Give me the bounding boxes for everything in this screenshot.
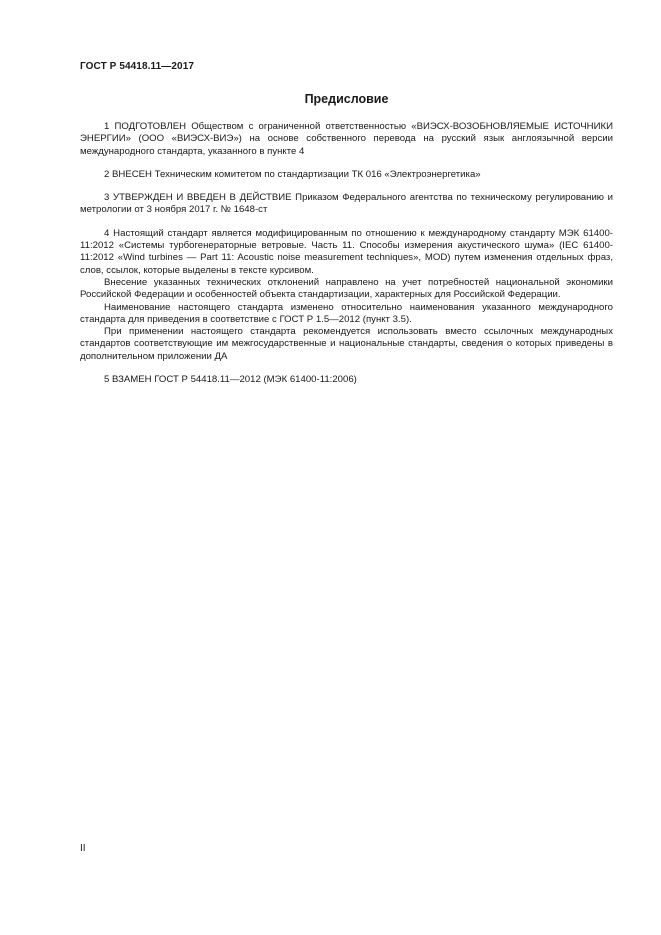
foreword-item-5 <box>80 374 613 386</box>
paragraph: 2 ВНЕСЕН Техническим комитетом по стандартизации ТК 016 «Электроэнергетика» <box>104 168 481 180</box>
foreword-item-1 <box>80 121 613 158</box>
page-number: II <box>80 843 86 854</box>
foreword-item-2 <box>80 169 613 181</box>
paragraph: 1 ПОДГОТОВЛЕН Обществом с ограниченной ответственностью «ВИЭСХ-ВОЗОБНОВЛЯЕМЫЕ ИСТОЧНИКИ ЭНЕРГИИ» (ООО «ВИЭСХ-ВИЭ») на основе собственного перевода на русский язык англоязычной версии международного стандарта, указанного в пункте 4 <box>80 121 613 157</box>
paragraph: При применении настоящего стандарта рекомендуется использовать вместо ссылочных международных стандартов соответствующие им межгосударственные и национальные стандарты, сведения о которых приведены в дополнительном приложении ДА <box>80 326 613 362</box>
foreword-body <box>80 121 613 397</box>
document-code: ГОСТ Р 54418.11—2017 <box>80 61 195 72</box>
paragraph: Внесение указанных технических отклонений направлено на учет потребностей национальной экономики Российской Федерации и особенностей объекта стандартизации, характерных для Российской Федерации. <box>80 276 613 301</box>
foreword-item-4 <box>80 228 613 363</box>
page-title: Предисловие <box>304 92 389 106</box>
foreword-item-3 <box>80 192 613 217</box>
paragraph: Наименование настоящего стандарта изменено относительно наименования указанного международного стандарта для приведения в соответствие с ГОСТ Р 1.5—2012 (пункт 3.5). <box>80 301 613 325</box>
paragraph: 3 УТВЕРЖДЕН И ВВЕДЕН В ДЕЙСТВИЕ Приказом Федерального агентства по техническому регулированию и метрологии от 3 ноября 2017 г. № 1648-ст <box>80 192 613 216</box>
paragraph: 5 ВЗАМЕН ГОСТ Р 54418.11—2012 (МЭК 61400-11:2006) <box>104 374 357 386</box>
paragraph: 4 Настоящий стандарт является модифицированным по отношению к международному стандарту МЭК 61400-11:2012 «Системы турбогенераторные ветровые. Часть 11. Способы измерения акустического шума» (IEC 61400-11:2012 «Wind turbines — Part 11: Acoustic noise measurement techniques», MOD) путем изменения отдельных фраз, слов, ссылок, которые выделены в тексте курсивом. <box>80 227 613 276</box>
